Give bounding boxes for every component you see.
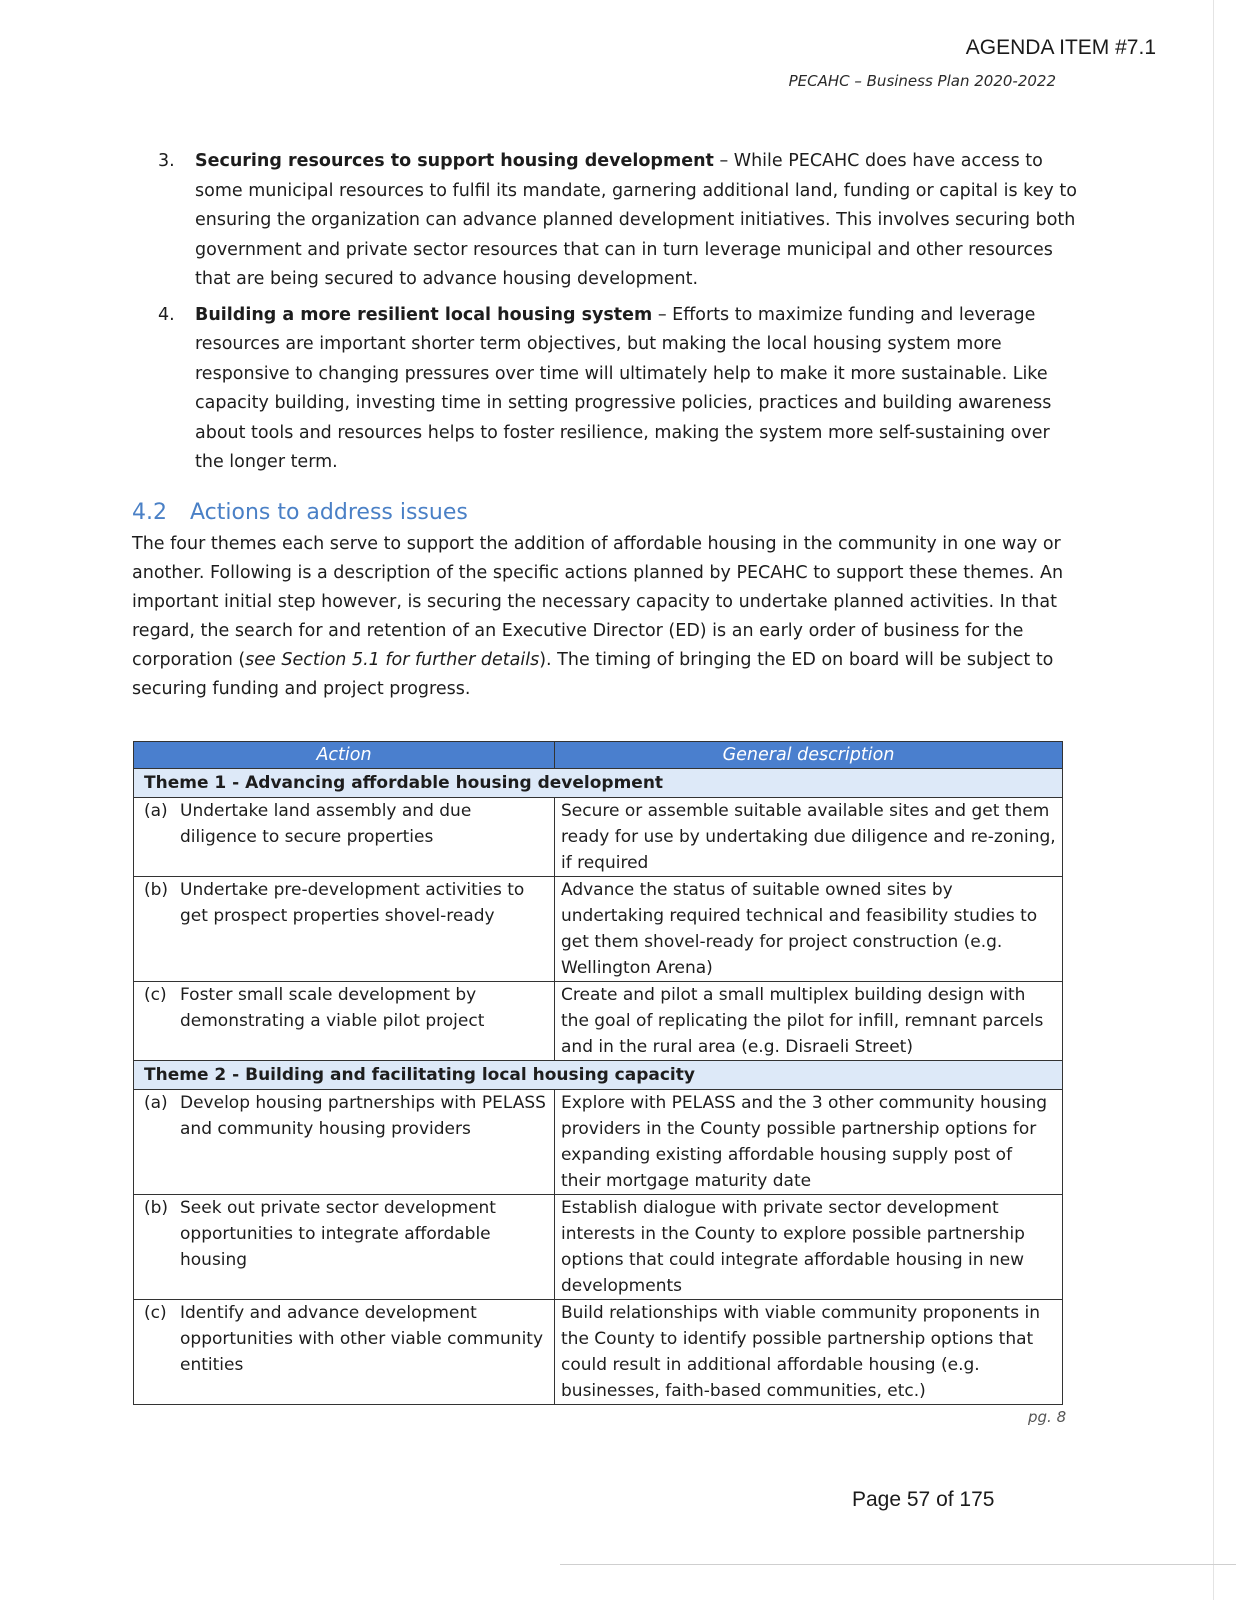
action-letter: (b) [144,1198,169,1218]
action-text: Foster small scale development by demonstrating a viable pilot project [180,985,485,1031]
description-cell: Secure or assemble suitable available sites and get them ready for use by undertaking due diligence and re-zoning, if required [555,798,1063,877]
scan-bottom-line [560,1564,1236,1565]
intro-text: The four themes each serve to support the addition of affordable housing in the community in one way or another. Following is a description of the specific actions planned by PECAHC to support these themes. An important initial step however, is securing the necessary capacity to undertake planned activities. In that regard, the search for and retention of an Executive Director (ED) is an early order of business for the corporation ( [132,534,1064,670]
action-cell [134,1195,555,1300]
theme-title: Theme 1 - Advancing affordable housing development [134,769,1063,798]
theme-title: Theme 2 - Building and facilitating local housing capacity [134,1061,1063,1090]
action-letter: (a) [144,1093,168,1113]
list-item-title: Securing resources to support housing development [195,151,714,171]
action-letter: (c) [144,985,167,1005]
numbered-list [150,147,1080,484]
list-item-text [195,147,1080,295]
action-letter: (b) [144,880,169,900]
theme-row [134,1061,1063,1090]
table-row [134,982,1063,1061]
actions-table [133,741,1063,1405]
action-text: Undertake pre-development activities to get prospect properties shovel-ready [180,880,525,926]
section-intro [132,530,1077,704]
description-cell: Build relationships with viable community proponents in the County to identify possible partnership options that could result in additional affordable housing (e.g. businesses, faith-based communities, etc.) [555,1300,1063,1405]
action-letter: (a) [144,801,168,821]
list-item [150,301,1080,478]
table-row [134,1090,1063,1195]
column-header-description: General description [555,742,1063,769]
scan-edge [1213,0,1214,1600]
table-row [134,1195,1063,1300]
action-text: Develop housing partnerships with PELASS and community housing providers [180,1093,546,1139]
description-cell: Create and pilot a small multiplex building design with the goal of replicating the pilot for infill, remnant parcels and in the rural area (e.g. Disraeli Street) [555,982,1063,1061]
page-counter: Page 57 of 175 [852,1488,995,1511]
action-text: Undertake land assembly and due diligence to secure properties [180,801,472,847]
section-number: 4.2 [132,500,167,525]
list-item-body: – While PECAHC does have access to some municipal resources to fulfil its mandate, garnering additional land, funding or capital is key to ensuring the organization can advance planned development initiatives. This involves securing both government and private sector resources that can in turn leverage municipal and other resources that are being secured to advance housing development. [195,151,1077,289]
theme-row [134,769,1063,798]
action-text: Identify and advance development opportunities with other viable community entities [180,1303,544,1375]
intro-text-end: ). The timing of bringing the ED on board will be subject to securing funding and project progress. [132,650,1054,699]
action-text: Seek out private sector development opportunities to integrate affordable housing [180,1198,496,1270]
running-header: PECAHC – Business Plan 2020-2022 [788,72,1056,90]
list-item-number: 3. [158,151,175,171]
action-cell [134,798,555,877]
list-item [150,147,1080,295]
action-cell [134,877,555,982]
action-letter: (c) [144,1303,167,1323]
description-cell: Explore with PELASS and the 3 other community housing providers in the County possible partnership options for expanding existing affordable housing supply post of their mortgage maturity date [555,1090,1063,1195]
action-cell [134,982,555,1061]
table-row [134,1300,1063,1405]
action-cell [134,1090,555,1195]
section-heading [132,500,468,525]
action-cell [134,1300,555,1405]
section-title: Actions to address issues [190,500,468,525]
description-cell: Advance the status of suitable owned sites by undertaking required technical and feasibility studies to get them shovel-ready for project construction (e.g. Wellington Arena) [555,877,1063,982]
intro-reference: see Section 5.1 for further details [245,650,540,670]
list-item-number: 4. [158,304,175,325]
page-label: pg. 8 [1028,1408,1067,1426]
list-item-body: – Efforts to maximize funding and leverage resources are important shorter term objectives, but making the local housing system more responsive to changing pressures over time will ultimately help to make it more sustainable. Like capacity building, investing time in setting progressive policies, practices and building awareness about tools and resources helps to foster resilience, making the system more self-sustaining over the longer term. [195,304,1052,472]
list-item-title: Building a more resilient local housing system [195,304,653,325]
list-item-text [195,301,1080,478]
column-header-action: Action [134,742,555,769]
agenda-item-label: AGENDA ITEM #7.1 [965,36,1156,59]
description-cell: Establish dialogue with private sector development interests in the County to explore possible partnership options that could integrate affordable housing in new developments [555,1195,1063,1300]
table-header-row [134,742,1063,769]
table-row [134,798,1063,877]
table-row [134,877,1063,982]
